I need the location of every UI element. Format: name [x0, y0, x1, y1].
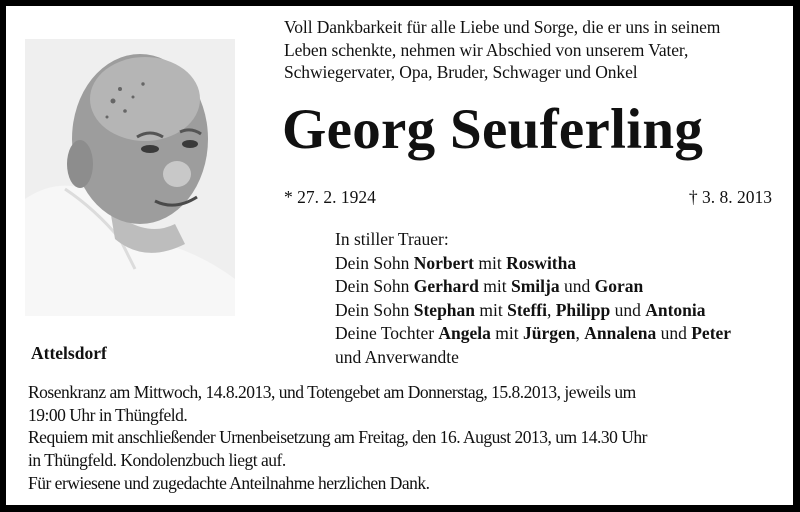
portrait-photo-icon [25, 39, 235, 316]
connector: , [546, 299, 556, 320]
mourner-line [335, 252, 731, 276]
mourner-name: Gerhard [413, 276, 479, 296]
mourner-name: Philipp [555, 299, 611, 320]
mourner-name: Steffi [507, 299, 547, 320]
mourners-heading: In stiller Trauer: [335, 229, 449, 249]
connector: mit [478, 276, 511, 296]
footer-line: Requiem mit anschließender Urnenbeisetzung am Freitag, den 16. August 2013, um 14.30 Uhr [28, 427, 647, 448]
deceased-name: Georg Seuferling [282, 98, 704, 161]
connector: , [575, 323, 585, 343]
mourner-name: Annalena [584, 323, 657, 343]
mourner-line [335, 299, 731, 323]
connector: mit [475, 299, 508, 320]
mourner-name: Angela [438, 323, 491, 343]
footer-line: Für erwiesene und zugedachte Anteilnahme herzlichen Dank. [28, 472, 430, 493]
relation-label: Dein Sohn [335, 276, 414, 296]
birth-date: * 27. 2. 1924 [284, 187, 376, 207]
intro-line: Voll Dankbarkeit für alle Liebe und Sorge, die er uns in seinem [284, 17, 721, 37]
obituary-notice [6, 6, 793, 505]
footer-line: in Thüngfeld. Kondolenzbuch liegt auf. [28, 450, 286, 471]
connector: mit [474, 252, 507, 273]
place-name: Attelsdorf [31, 343, 107, 363]
portrait-photo [25, 39, 235, 316]
mourner-name: Norbert [413, 252, 475, 273]
death-date: † 3. 8. 2013 [688, 187, 772, 207]
mourner-name: Stephan [413, 299, 476, 320]
connector: und [610, 299, 646, 320]
intro-line: Schwiegervater, Opa, Bruder, Schwager und Onkel [284, 62, 638, 82]
mourner-name: Antonia [645, 299, 706, 320]
intro-text [284, 16, 784, 84]
service-details [28, 381, 647, 495]
connector: und [656, 323, 692, 343]
mourners-closing: und Anverwandte [335, 346, 459, 367]
relation-label: Deine Tochter [335, 323, 439, 343]
mourner-line [335, 275, 731, 299]
mourner-name: Smilja [510, 276, 560, 296]
connector: und [559, 276, 595, 296]
relation-label: Dein Sohn [335, 252, 414, 273]
mourner-line [335, 322, 731, 346]
mourner-name: Jürgen [523, 323, 576, 343]
footer-line: Rosenkranz am Mittwoch, 14.8.2013, und Totengebet am Donnerstag, 15.8.2013, jeweils um [28, 382, 636, 402]
mourner-name: Goran [594, 276, 644, 296]
relation-label: Dein Sohn [335, 299, 414, 320]
mourner-name: Roswitha [506, 252, 577, 273]
mourner-name: Peter [691, 323, 732, 343]
intro-line: Leben schenkte, nehmen wir Abschied von unserem Vater, [284, 39, 689, 60]
mourners-list [335, 228, 731, 369]
footer-line: 19:00 Uhr in Thüngfeld. [28, 404, 188, 425]
connector: mit [490, 323, 524, 343]
